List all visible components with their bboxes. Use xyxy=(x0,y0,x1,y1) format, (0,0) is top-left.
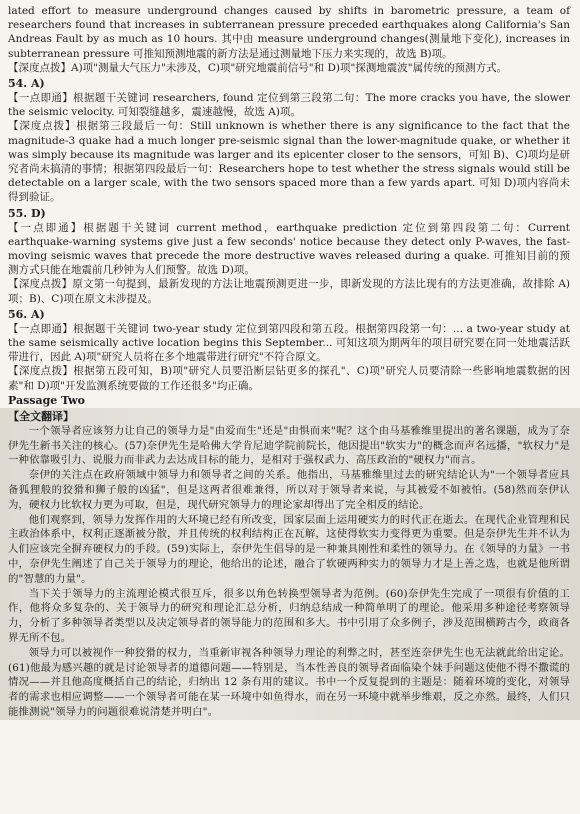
translation-paragraph-1: 一个领导者应该努力让自己的领导力是"由爱而生"还是"由惧而来"呢？这个由马基雅维里提出的著名课题，成为了奈伊先生新书关注的核心。(57)奈伊先生是哈佛大学肯尼迪学院前院长，他因提出"软实力"的概念而声名远播，"软权力"是一种依靠吸引力、说服力而非武力去达成目标的能力，是相对于强权武力、高压政治的"硬权力"而言。 xyxy=(8,424,570,467)
question-54-quick-tip: 【一点即通】根据题干关键词 researchers, found 定位到第三段第二句：The more cracks you have, the slower the seismic velocity. 可知裂缝越多，震速越慢，故选 A)项。 xyxy=(8,92,570,119)
question-54 xyxy=(8,77,570,205)
question-55 xyxy=(8,207,570,306)
intro-deep-analysis: 【深度点拨】A)项"测量大气压力"未涉及，C)项"研究地震前信号"和 D)项"探测地震波"属传统的预测方式。 xyxy=(8,61,508,74)
passage-title: Passage Two xyxy=(8,393,85,407)
translation-heading: 【全文翻译】 xyxy=(8,409,74,423)
question-56-deep-analysis: 【深度点拨】根据第五段可知，B)项"研究人员要沿断层钻更多的探孔"、C)项"研究人员要清除一些影响地震数据的因素"和 D)项"开发监测系统要做的工作还很多"均正确。 xyxy=(8,365,570,392)
translation-paragraph-3: 他们观察到，领导力发挥作用的大环境已经有所改变，国家层面上运用硬实力的时代正在逝去。在现代企业管理和民主政治体系中，权利正逐渐被分散，并且传统的权利结构正在瓦解，这使得软实力变得更为重要。但是奈伊先生并不认为人们应该完全摒弃硬权力的手段。(59)实际上，奈伊先生倡导的是一种兼具刚性和柔性的领导力。在《领导的力量》一书中，奈伊先生阐述了自己关于领导力的理论，他给出的论述，融合了软硬两种实力的领导力才是上善之选，也就是他所谓的"智慧的力量"。 xyxy=(8,513,570,585)
translation-paragraph-2: 奈伊的关注点在政府领域中领导力和领导者之间的关系。他指出，马基雅维里过去的研究结论认为"一个领导者应具备狐狸般的狡猾和狮子般的凶猛"，但是这两者很难兼得，所以对于领导者来说，与其被爱不如被怕。(58)然而奈伊认为，硬权力比软权力更为可取，但是，现代研究领导力的理论家却得出了完全相反的结论。 xyxy=(8,469,570,511)
question-56 xyxy=(8,308,570,393)
translation-section xyxy=(0,408,580,720)
question-54-deep-analysis: 【深度点拨】根据第三段最后一句：Still unknown is whether there is any significance to the fact that the magnitude-3 quake had a much longer pre-seismic signal than the lower-magnitude quake, or whether it was simply because its magnitude was larger and its epicenter closer to the sensors，可知 B)、C)项均是研究者尚未搞清的事情；根据第四段最后一句：Researchers hope to test whether the stress signals would still be detectable on a larger scale, with the two sensors spaced more than a few yards apart. 可知 D)项内容尚未得到验证。 xyxy=(8,120,570,204)
intro-paragraph: lated effort to measure underground changes caused by shifts in barometric pressure, a team of researchers found that increases in subterranean pressure preceded earthquakes along California's San Andreas Fault by as much as 10 hours. 其中由 measure underground changes(测量地下变化), increases in subterranean pressure 可推知预测地震的新方法是通过测量地下压力来实现的，故选 B)项。 xyxy=(8,5,570,60)
translation-paragraph-5: 领导力可以被视作一种狡猾的权力，当重新审视各种领导力理论的利弊之时，甚至连奈伊先生也无法就此给出定论。(61)他最为感兴趣的就是讨论领导者的道德问题——特别是，当本性善良的领导者面临染个妹手问题这使他不得不撒谎的情况——并且他高度概括自己的结论，归纳出 12 条有用的建议。书中一个反复提到的主题是：随着环境的变化，对领导者的需求也相应调整——一个领导者可能在某一环境中如鱼得水，而在另一环境中就举步维艰，反之亦然。最终，人们只能推测说"领导力的问题很难说清楚并明白"。 xyxy=(8,646,570,719)
question-55-deep-analysis: 【深度点拨】原文第一句提到，最新发现的方法让地震预测更进一步，即新发现的方法比现有的方法更准确，故排除 A)项；B)、C)项在原文未涉提及。 xyxy=(8,278,570,305)
question-56-quick-tip: 【一点即通】根据题干关键词 two-year study 定位到第四段和第五段。根据第四段第一句：... a two-year study at the same seismically active location begins this September... 可知这项为期两年的项目研究要在同一处地震活跃带进行，因此 A)项"研究人员将在多个地震带进行研究"不符合原文。 xyxy=(8,322,570,364)
question-54-answer: 54. A) xyxy=(8,77,45,91)
question-56-answer: 56. A) xyxy=(8,307,45,321)
question-55-answer: 55. D) xyxy=(8,206,46,220)
question-55-quick-tip: 【一点即通】根据题干关键词 current method，earthquake prediction 定位到第四段第二句：Current earthquake-warning systems give just a few seconds' notice because they detect only P-waves, the fast-moving seismic waves that precede the more destructive waves released during a quake. 可推知目前的预测方式只能在地震前几秒钟为人们预警。故选 D)项。 xyxy=(8,221,570,277)
translation-paragraph-4: 当下关于领导力的主流理论模式很互斥，很多以角色转换型领导者为范例。(60)奈伊先生完成了一项很有价值的工作，他将众多复杂的、关于领导力的研究和理论汇总分析，归纳总结成一种简单明了的理论。他采用多种途径考察领导力，分析了多种领导者类型以及决定领导者的领导能力的范围和多大。书中引用了众多例子，涉及范围横跨古今，政商各界无所不包。 xyxy=(8,587,570,645)
